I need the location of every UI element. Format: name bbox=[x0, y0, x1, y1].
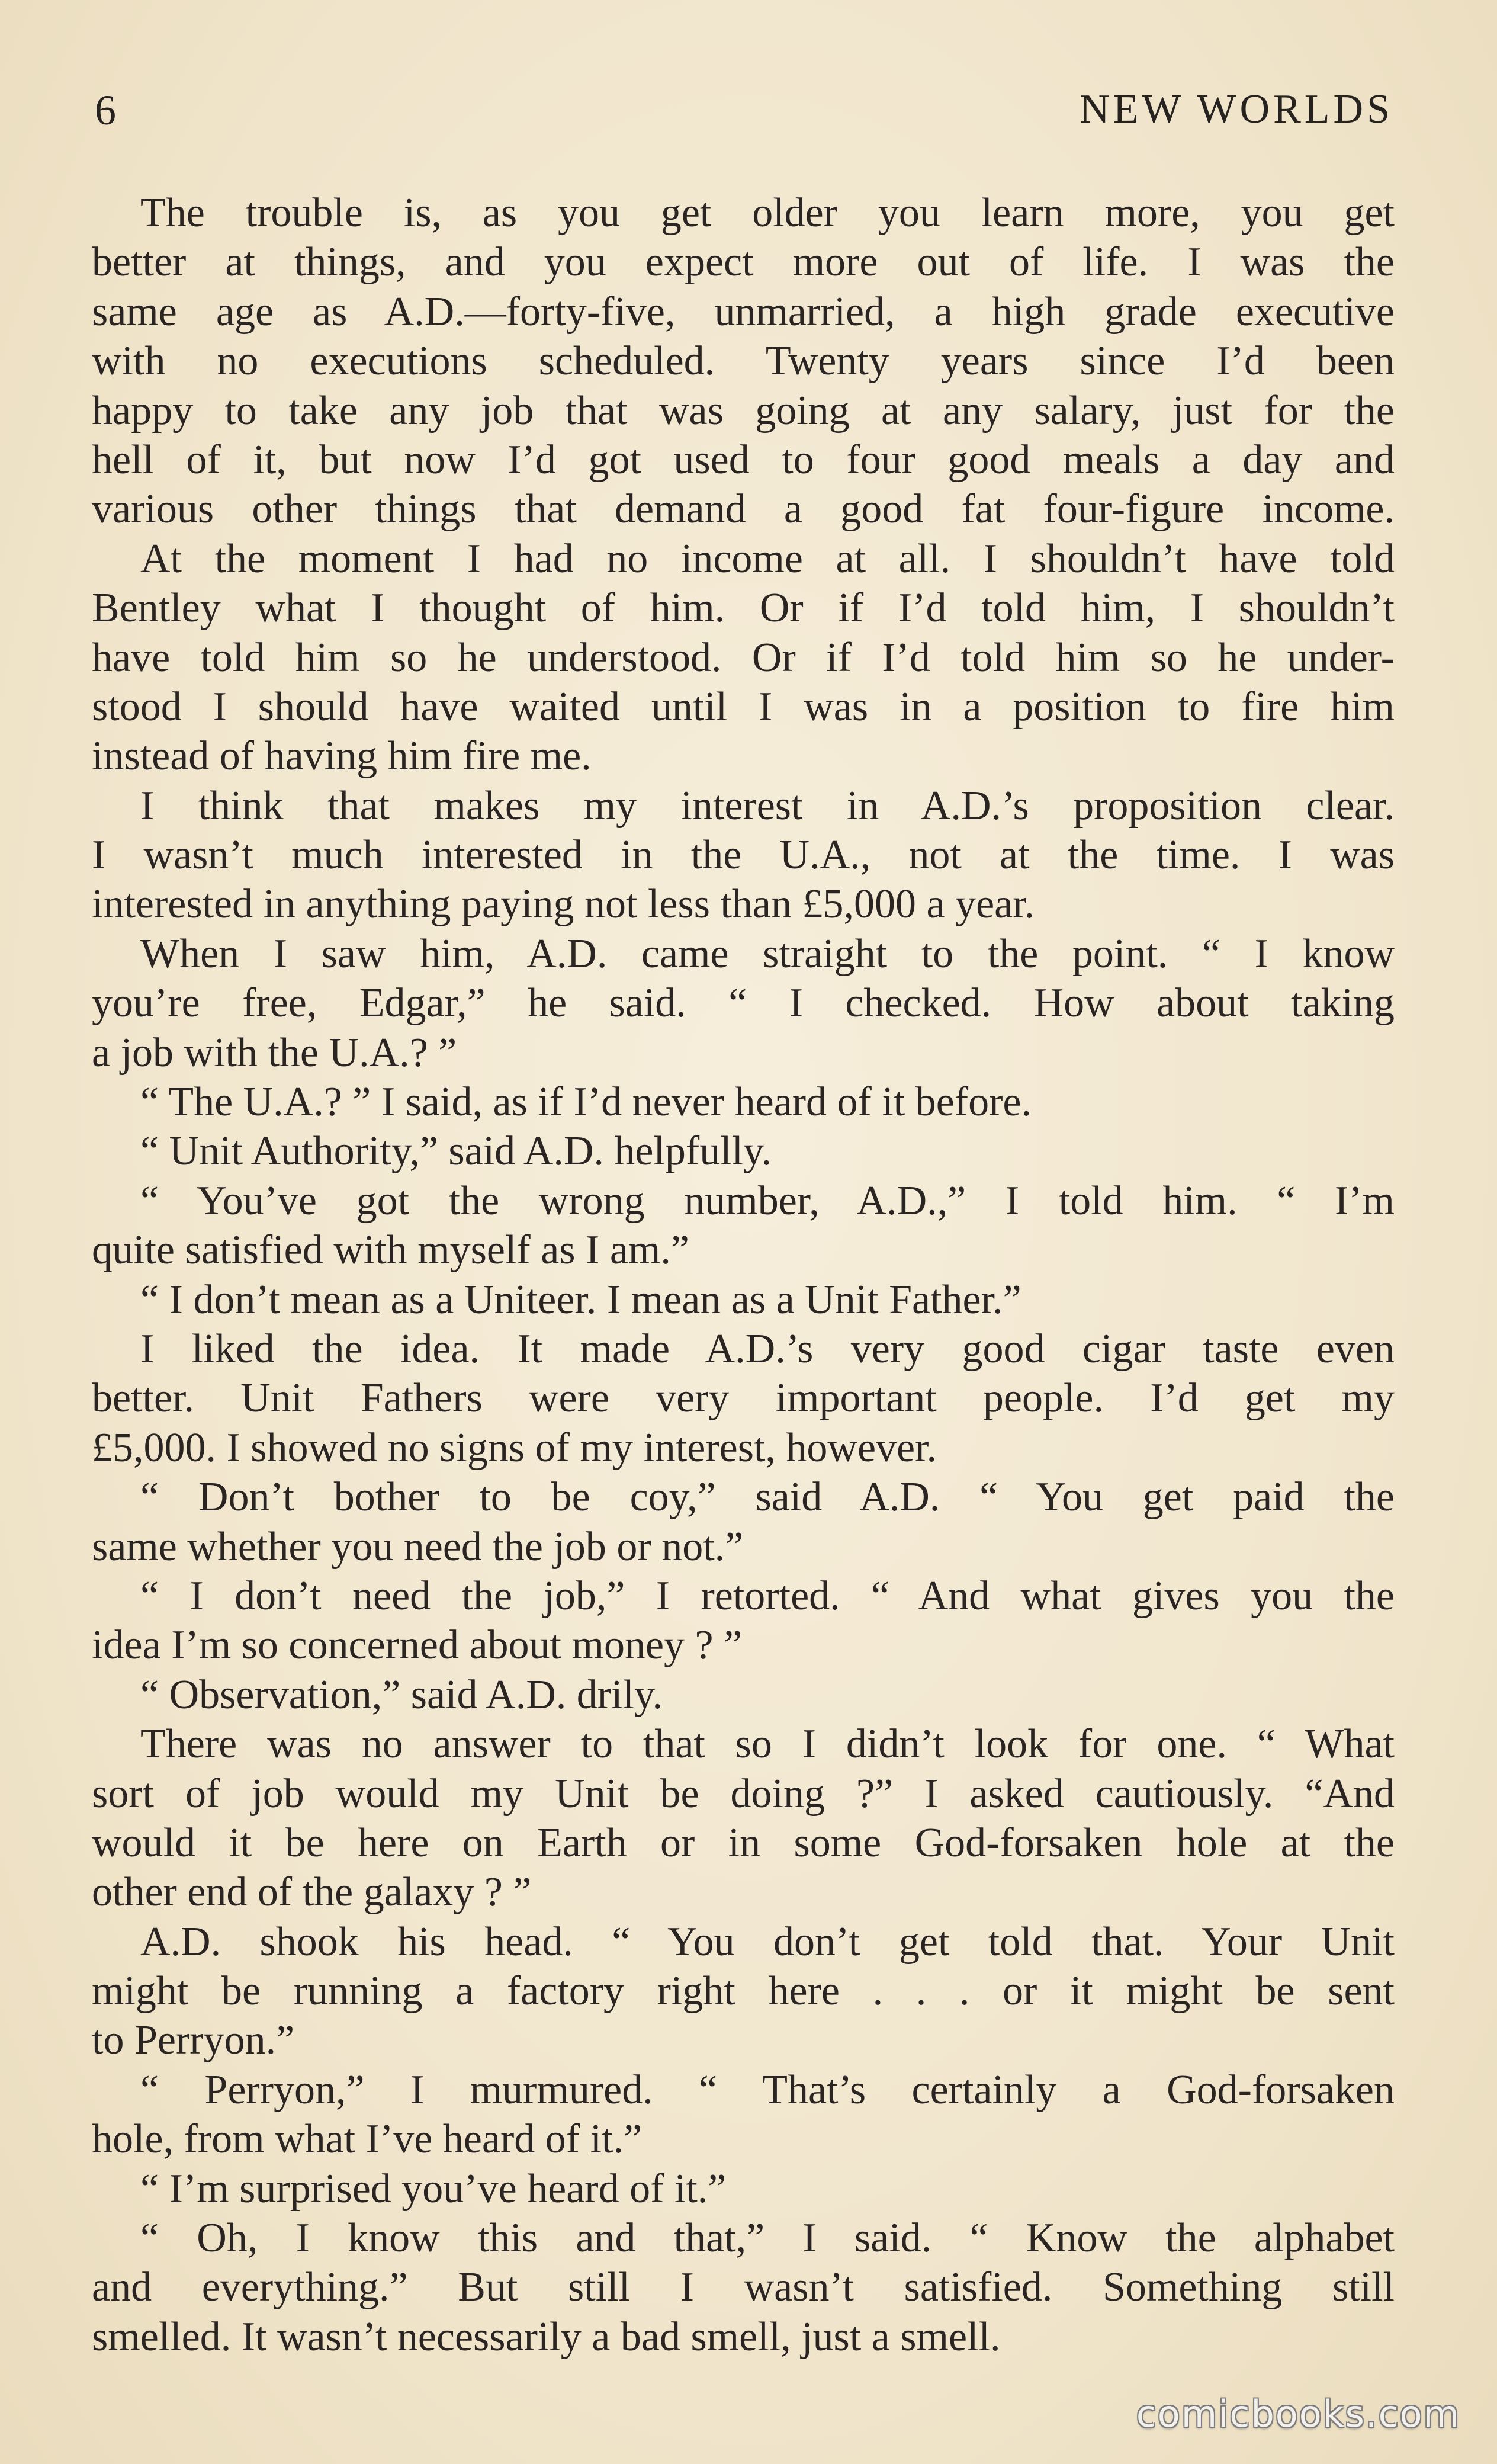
text-line: “ I’m surprised you’ve heard of it.” bbox=[140, 2165, 727, 2212]
text-line: same whether you need the job or not.” bbox=[92, 1523, 744, 1570]
text-line: interested in anything paying not less than £5,000 a year. bbox=[92, 881, 1035, 928]
text-line: sort of job would my Unit be doing ?” I asked cautiously. “And bbox=[92, 1770, 1395, 1817]
text-line: I think that makes my interest in A.D.’s proposition clear. bbox=[140, 782, 1395, 829]
text-line: “ Don’t bother to be coy,” said A.D. “ You get paid the bbox=[140, 1474, 1395, 1520]
text-line: might be running a factory right here . . . or it might be sent bbox=[92, 1968, 1395, 2014]
text-line: would it be here on Earth or in some God-forsaken hole at the bbox=[92, 1820, 1395, 1866]
watermark: comicbooks.com bbox=[1136, 2392, 1460, 2436]
text-line: have told him so he understood. Or if I’d told him so he under- bbox=[92, 634, 1395, 681]
text-line: Bentley what I thought of him. Or if I’d told him, I shouldn’t bbox=[92, 585, 1395, 631]
text-line: The trouble is, as you get older you learn more, you get bbox=[140, 190, 1395, 236]
text-line: stood I should have waited until I was in a position to fire him bbox=[92, 684, 1395, 730]
text-line: When I saw him, A.D. came straight to the point. “ I know bbox=[140, 931, 1395, 977]
text-line: At the moment I had no income at all. I shouldn’t have told bbox=[140, 535, 1395, 582]
text-line: “ You’ve got the wrong number, A.D.,” I told him. “ I’m bbox=[140, 1178, 1395, 1224]
text-line: happy to take any job that was going at any salary, just for the bbox=[92, 387, 1395, 434]
text-line: hell of it, but now I’d got used to four good meals a day and bbox=[92, 437, 1395, 483]
text-line: instead of having him fire me. bbox=[92, 733, 592, 779]
text-line: with no executions scheduled. Twenty years since I’d been bbox=[92, 338, 1395, 384]
text-line: “ Oh, I know this and that,” I said. “ Know the alphabet bbox=[140, 2215, 1395, 2261]
page-number: 6 bbox=[95, 86, 116, 134]
text-line: a job with the U.A.? ” bbox=[92, 1029, 457, 1076]
text-line: “ Observation,” said A.D. drily. bbox=[140, 1671, 663, 1718]
text-line: you’re free, Edgar,” he said. “ I checked. How about taking bbox=[92, 980, 1395, 1026]
text-line: and everything.” But still I wasn’t satisfied. Something still bbox=[92, 2264, 1395, 2311]
text-line: better. Unit Fathers were very important people. I’d get my bbox=[92, 1375, 1395, 1422]
text-line: A.D. shook his head. “ You don’t get told that. Your Unit bbox=[140, 1918, 1395, 1965]
text-line: quite satisfied with myself as I am.” bbox=[92, 1227, 689, 1273]
text-line: “ I don’t mean as a Uniteer. I mean as a Unit Father.” bbox=[140, 1276, 1021, 1323]
text-line: hole, from what I’ve heard of it.” bbox=[92, 2116, 643, 2163]
text-line: I wasn’t much interested in the U.A., not at the time. I was bbox=[92, 832, 1395, 878]
text-line: smelled. It wasn’t necessarily a bad smell, just a smell. bbox=[92, 2314, 1001, 2360]
text-line: better at things, and you expect more out of life. I was the bbox=[92, 239, 1395, 285]
text-line: £5,000. I showed no signs of my interest, however. bbox=[92, 1424, 937, 1471]
text-line: I liked the idea. It made A.D.’s very good cigar taste even bbox=[140, 1326, 1395, 1372]
text-line: “ The U.A.? ” I said, as if I’d never heard of it before. bbox=[140, 1079, 1032, 1125]
text-line: “ I don’t need the job,” I retorted. “ And what gives you the bbox=[140, 1573, 1395, 1619]
text-line: to Perryon.” bbox=[92, 2017, 295, 2064]
text-line: “ Unit Authority,” said A.D. helpfully. bbox=[140, 1128, 772, 1175]
text-line: There was no answer to that so I didn’t look for one. “ What bbox=[140, 1721, 1395, 1767]
running-title: NEW WORLDS bbox=[1080, 86, 1393, 132]
text-line: various other things that demand a good fat four-figure income. bbox=[92, 486, 1395, 532]
body-text bbox=[92, 188, 1395, 2362]
text-line: idea I’m so concerned about money ? ” bbox=[92, 1622, 743, 1669]
text-line: “ Perryon,” I murmured. “ That’s certainly a God-forsaken bbox=[140, 2067, 1395, 2113]
text-line: same age as A.D.—forty-five, unmarried, a high grade executive bbox=[92, 288, 1395, 335]
text-line: other end of the galaxy ? ” bbox=[92, 1869, 532, 1916]
